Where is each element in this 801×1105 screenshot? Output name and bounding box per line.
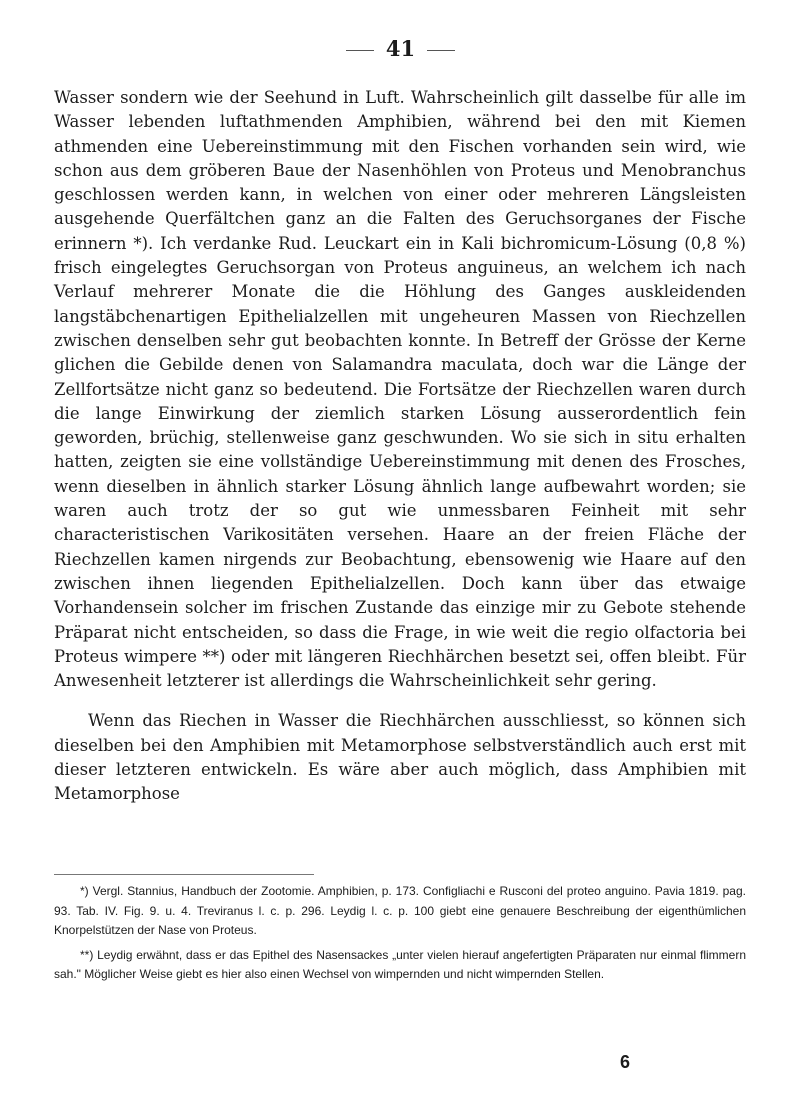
paragraph-2: Wenn das Riechen in Wasser die Riechhärchen ausschliesst, so können sich dieselben bei den Amphibien mit Metamorphose selbstverständlich auch erst mit dieser letzteren entwickeln. Es wäre aber auch möglich, dass Amphibien mit Metamorphose: [54, 711, 746, 804]
footnote-divider: [54, 874, 314, 875]
footnote-1: *) Vergl. Stannius, Handbuch der Zootomie. Amphibien, p. 173. Configliachi e Rusconi del proteo anguino. Pavia 1819. pag. 93. Tab. IV. Fig. 9. u. 4. Treviranus l. c. p. 296. Leydig l. c. p. 100 giebt eine genauere Beschreibung der eigenthümlichen Knorpelstützen der Nase von Proteus.: [54, 884, 746, 937]
signature-mark: 6: [620, 1052, 631, 1072]
paragraph-1: Wasser sondern wie der Seehund in Luft. Wahrscheinlich gilt dasselbe für alle im Wasser lebenden luftathmenden Amphibien, während bei den mit Kiemen athmenden eine Uebereinstimmung mit den Fischen vorhanden sein wird, wie schon aus dem gröberen Baue der Nasenhöhlen von Proteus und Menobranchus geschlossen werden kann, in welchen von einer oder mehreren Längsleisten ausgehende Querfältchen ganz an die Falten des Geruchsorganes der Fische erinnern *). Ich verdanke Rud. Leuckart ein in Kali bichromicum-Lösung (0,8 %) frisch eingelegtes Geruchsorgan von Proteus anguineus, an welchem ich nach Verlauf mehrerer Monate die die Höhlung des Ganges auskleidenden langstäbchenartigen Epithelialzellen mit ungeheuren Massen von Riechzellen zwischen denselben sehr gut beobachten konnte. In Betreff der Grösse der Kerne glichen die Gebilde denen von Salamandra maculata, doch war die Länge der Zellfortsätze nicht ganz so bedeutend. Die Fortsätze der Riechzellen waren durch die lange Einwirkung der ziemlich starken Lösung ausserordentlich fein geworden, brüchig, stellenweise ganz geschwunden. Wo sie sich in situ erhalten hatten, zeigten sie eine vollständige Uebereinstimmung mit denen des Frosches, wenn dieselben in ähnlich starker Lösung ähnlich lange aufbewahrt worden; sie waren auch trotz der so gut wie unmessbaren Feinheit mit sehr characteristischen Varikositäten versehen. Haare an der freien Fläche der Riechzellen kamen nirgends zur Beobachtung, ebensowenig wie Haare auf den zwischen ihnen liegenden Epithelialzellen. Doch kann über das etwaige Vorhandensein solcher im frischen Zustande das einzige mir zu Gebote stehende Präparat nicht entscheiden, so dass die Frage, in wie weit die regio olfactoria bei Proteus wimpere **) oder mit längeren Riechhärchen besetzt sei, offen bleibt. Für Anwesenheit letzterer ist allerdings die Wahrscheinlichkeit sehr gering.: [54, 88, 746, 691]
page-number: 41: [0, 36, 801, 61]
body-text: [54, 86, 746, 807]
footnotes: [54, 882, 746, 990]
footnote-2: **) Leydig erwähnt, dass er das Epithel des Nasensackes „unter vielen hierauf angefertigten Präparaten nur einmal flimmern sah." Möglicher Weise giebt es hier also einen Wechsel von wimpernden und nicht wimpernden Stellen.: [54, 947, 746, 981]
